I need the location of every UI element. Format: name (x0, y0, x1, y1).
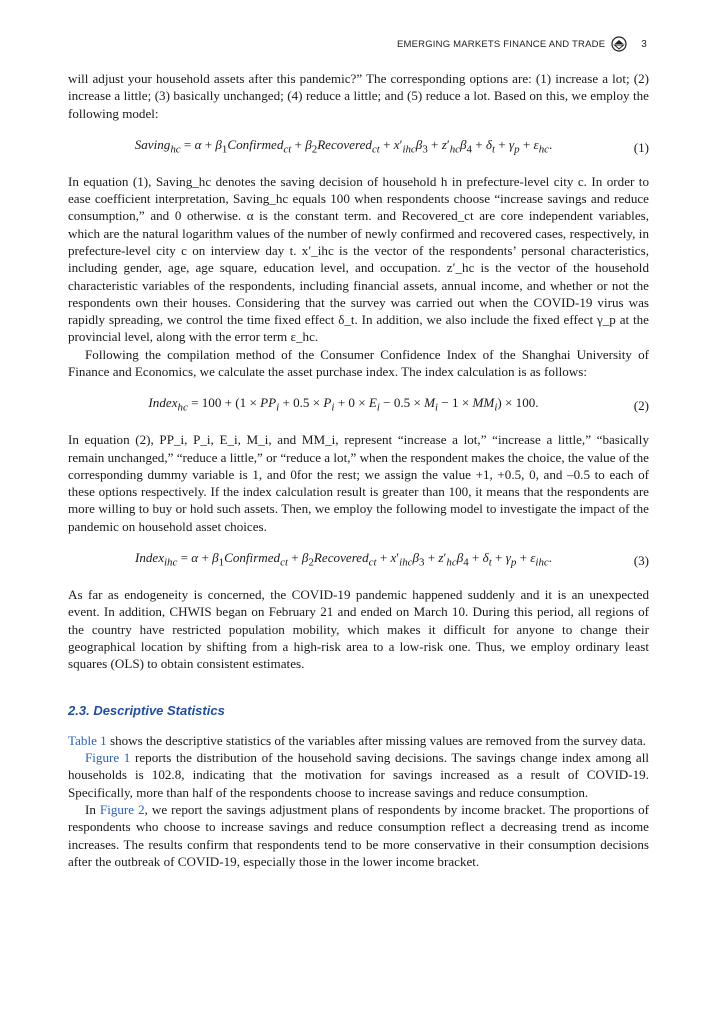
equation-3 (68, 549, 649, 572)
equation-2 (68, 394, 649, 417)
page-number: 3 (641, 38, 647, 50)
equation-3-formula: Index$_{ihc}$ = $\alpha + \beta_1Confirmed_{ct}$ + $\beta_2Recovered_{ct} + x'_{ihc}\beta_3 + z'_{hc}\beta_4 + \delta_t + \gamma_p + \varepsilon_{ihc}$. (134, 550, 553, 569)
equation-1-formula: Saving$_{hc}$ = $\alpha + \beta_1Confirmed_{ct}$ + $\beta_2Recovered_{ct} + x'_{ihc}\beta_3 + z'_{hc}\beta_4 + \delta_t + \gamma_p + \varepsilon_{hc}$. (134, 136, 553, 156)
paragraph-8: In Figure 2, we report the savings adjustment plans of respondents by income bracket. The proportions of respondents who choose to increase savings and reduce consumption reflect a decreasing trend as income increases. The results confirm that respondents tend to be more conservative in their consumption decisions after the outbreak of COVID-19, especially those in the lower income bracket. (68, 801, 649, 869)
section-title: Descriptive Statistics (93, 703, 225, 719)
paragraph-5: As far as endogeneity is concerned, the COVID-19 pandemic happened suddenly and it is an unexpected event. In addition, CHWIS began on February 21 and ended on March 10. During this period, all regions of the country have restricted population mobility, which makes it difficult for anyone to change their geographical location by shifting from a high-risk area to a low-risk one. Thus, we employ ordinary least squares (OLS) to obtain consistent estimates. (68, 586, 649, 672)
paragraph-2: In equation (1), Saving_hc denotes the saving decision of household h in prefecture-level city c. In order to ease coefficient interpretation, Saving_hc equals 100 when respondents choose “increase savings and reduce consumption,” and 0 otherwise. α is the constant term. and Recovered_ct are core independent variables, which are the natural logarithm values of the number of newly confirmed and recovered cases, respectively, in prefecture-level city c on interview day t. x′_ihc is the vector of the respondents’ personal characteristics, including gender, age, age square, education level, and occupation. z′_hc is the vector of the household characteristic variables of the respondents, including financial assets, annual income, and whether or not the respondents own their houses. Considering that the survey was carried out when the COVID-19 virus was rapidly spreading, we control the time fixed effect δ_t. In addition, we also include the fixed effect γ_p at the provincial level, along with the error term ε_hc. (68, 173, 649, 345)
equation-3-number: (3) (633, 552, 649, 568)
equation-1 (68, 136, 649, 159)
equation-2-formula: Index$_{hc}$ = $100 + (1 \times PP_i + 0.5 \times P_i + 0 \times E_i - 0.5 \times M_i - 1 \times MM_i) \times 100$. (148, 395, 539, 414)
equation-1-number: (1) (633, 139, 649, 155)
paragraph-6: Table 1 shows the descriptive statistics of the variables after missing values are removed from the survey data. (68, 732, 646, 748)
crossmark-icon[interactable] (611, 36, 627, 52)
equation-2-number: (2) (633, 398, 649, 414)
paragraph-4: In equation (2), PP_i, P_i, E_i, M_i, and MM_i, represent “increase a lot,” “increase a little,” “basically remain unchanged,” “reduce a little,” or “reduce a lot,” when the respondent makes the choice, the value of the corresponding dummy variable is 1, and 0for the rest; we assign the value +1, +0.5, 0, and –0.5 to each of these options respectively. If the index calculation result is greater than 100, it means that the respondents are more willing to buy or hold such assets. Then, we employ the following model to investigate the impact of the pandemic on household asset choices. (68, 432, 649, 534)
figure-1-link[interactable]: Figure 1 (85, 750, 131, 766)
paragraph-3: Following the compilation method of the Consumer Confidence Index of the Shanghai University of Finance and Economics, we calculate the asset purchase index. The index calculation is as follows: (68, 346, 649, 380)
running-header (397, 36, 647, 52)
paragraph-1: will adjust your household assets after this pandemic?” The corresponding options are: (1) increase a lot; (2) increase a little; (3) basically unchanged; (4) reduce a little; and (5) reduce a lot. Based on this, we employ the following model: (68, 71, 649, 121)
section-number: 2.3. (68, 703, 90, 719)
body-text (68, 70, 649, 870)
table-1-link[interactable]: Table 1 (68, 732, 107, 748)
section-heading (68, 702, 649, 719)
paragraph-7: Figure 1 reports the distribution of the household saving decisions. The savings change index among all households is 102.8, indicating that the motivation for savings increased as a result of COVID-19. Specifically, more than half of the respondents choose to increase savings and reduce consumption. (68, 750, 649, 800)
figure-2-link[interactable]: Figure 2 (99, 801, 145, 817)
journal-title: EMERGING MARKETS FINANCE AND TRADE (396, 38, 606, 50)
